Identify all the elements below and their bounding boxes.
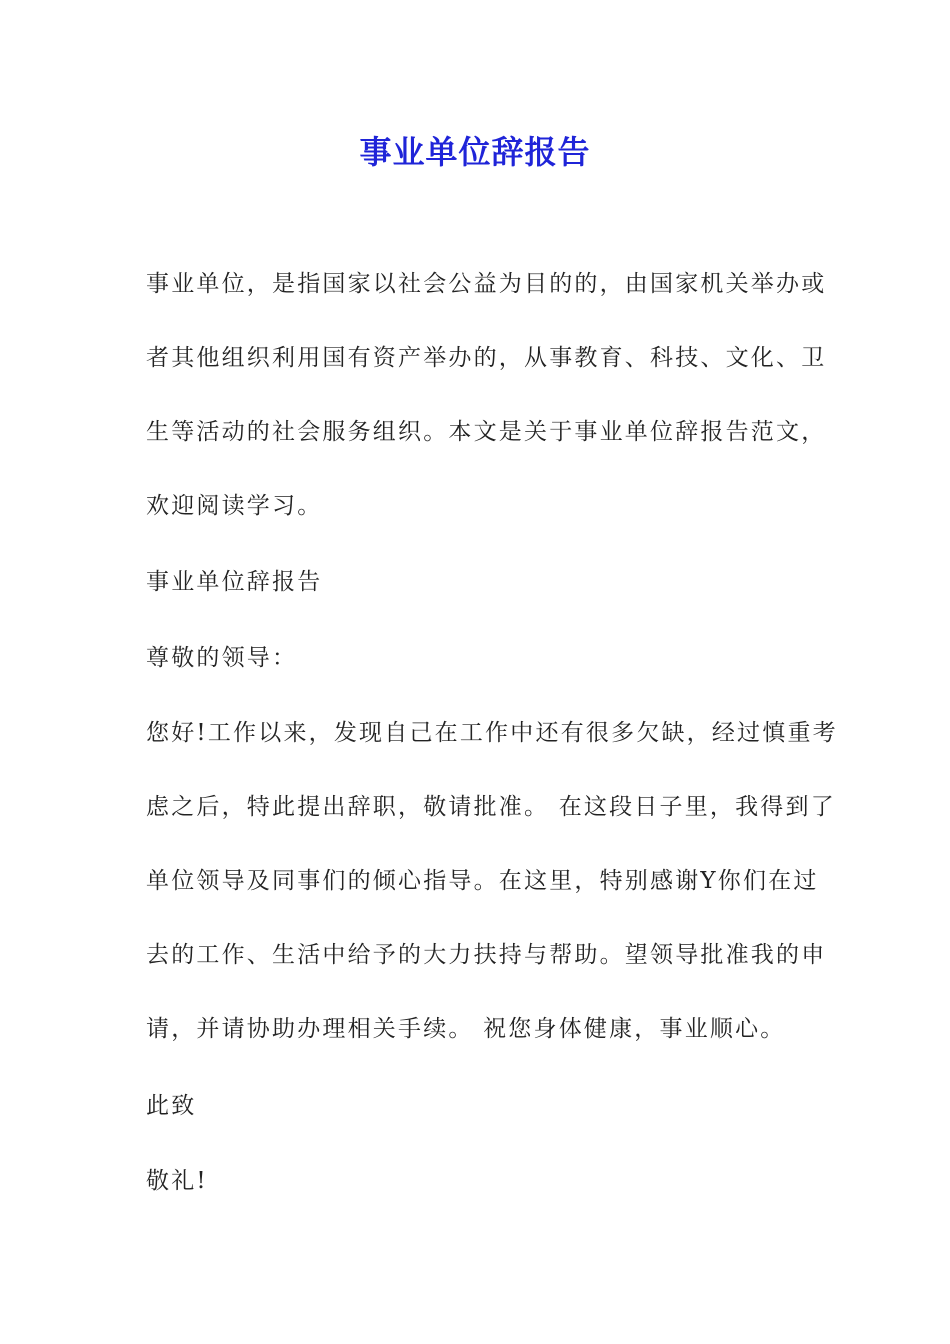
letter-body [146,696,838,1066]
intro-line: 事业单位，是指国家以社会公益为目的的，由国家机关举办或 [146,271,827,297]
document-title: 事业单位辞报告 [359,133,591,171]
letter-line: 请，并请协助办理相关手续。 祝您身体健康，事业顺心。 [146,1016,786,1042]
letter-line: 您好!工作以来，发现自己在工作中还有很多欠缺，经过慎重考 [146,720,838,746]
closing-line-2 [146,1144,808,1218]
letter-line: 单位领导及同事们的倾心指导。在这里，特别感谢Y你们在过 [146,868,819,894]
intro-line: 生等活动的社会服务组织。本文是关于事业单位辞报告范文， [146,419,827,445]
intro-paragraph [146,247,827,543]
intro-line: 者其他组织利用国有资产举办的，从事教育、科技、文化、卫 [146,345,827,371]
letter-line: 去的工作、生活中给予的大力扶持与帮助。望领导批准我的申 [146,942,827,968]
closing-text: 此致 [146,1093,197,1119]
closing-text: 敬礼! [146,1168,208,1194]
letter-line: 虑之后，特此提出辞职，敬请批准。 在这段日子里，我得到了 [146,794,836,820]
letter-subheading [146,545,808,619]
closing-line-1 [146,1069,808,1143]
salutation-text: 尊敬的领导： [146,645,298,671]
intro-line: 欢迎阅读学习。 [146,493,323,519]
salutation [146,621,808,695]
subheading-text: 事业单位辞报告 [146,569,323,595]
